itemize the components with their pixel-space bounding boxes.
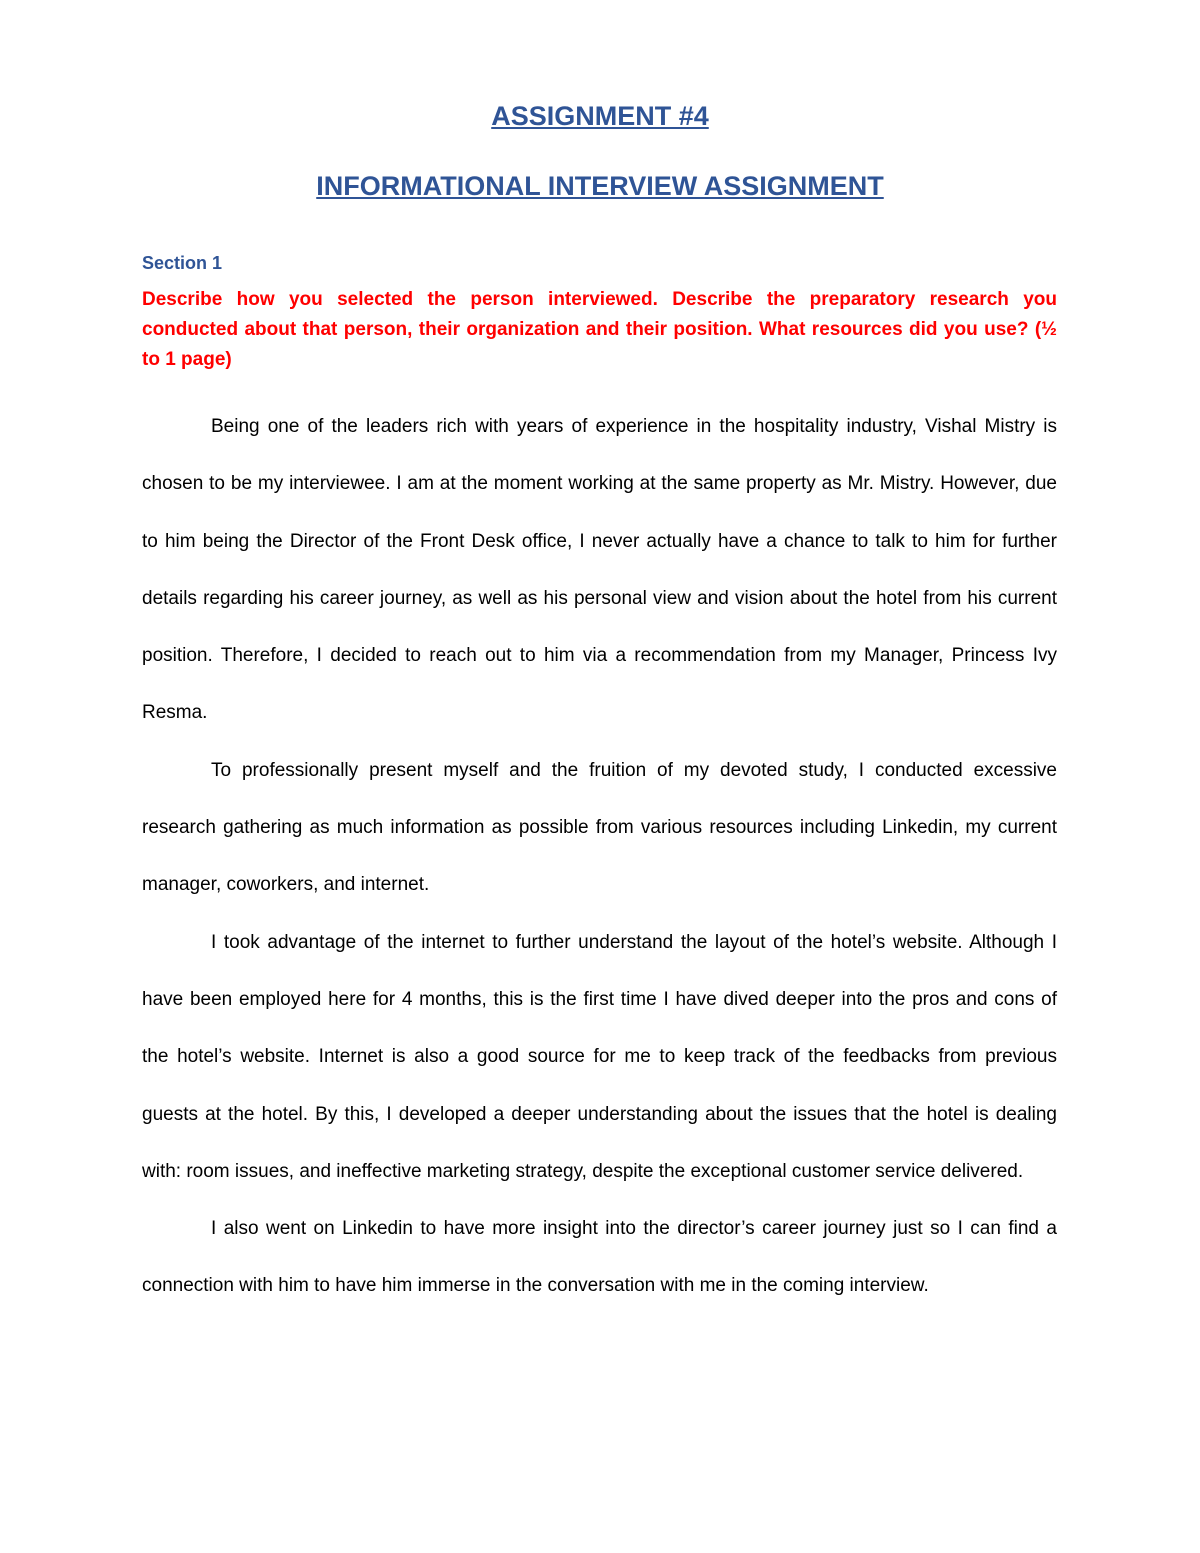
document-title: ASSIGNMENT #4 <box>491 101 709 131</box>
section-label: Section 1 <box>142 253 223 273</box>
section-prompt: Describe how you selected the person interviewed. Describe the preparatory research you conducted about that person, their organization and their position. What resources did you use? (½ to 1 page) <box>142 289 1057 370</box>
body-paragraph: I also went on Linkedin to have more insight into the director’s career journey just so I can find a connection with him to have him immerse in the conversation with me in the coming interview. <box>142 1218 1057 1297</box>
body-paragraph: Being one of the leaders rich with years of experience in the hospitality industry, Vishal Mistry is chosen to be my interviewee. I am at the moment working at the same property as Mr. Mistry. However, due to him being the Director of the Front Desk office, I never actually have a chance to talk to him for further details regarding his career journey, as well as his personal view and vision about the hotel from his current position. Therefore, I decided to reach out to him via a recommendation from my Manager, Princess Ivy Resma. <box>142 416 1057 724</box>
body-paragraph: I took advantage of the internet to further understand the layout of the hotel’s website. Although I have been employed here for 4 months, this is the first time I have dived deeper into the pros and cons of the hotel’s website. Internet is also a good source for me to keep track of the feedbacks from previous guests at the hotel. By this, I developed a deeper understanding about the issues that the hotel is dealing with: room issues, and ineffective marketing strategy, despite the exceptional customer service delivered. <box>142 931 1057 1182</box>
body-paragraph: To professionally present myself and the fruition of my devoted study, I conducted excessive research gathering as much information as possible from various resources including Linkedin, my current manager, coworkers, and internet. <box>142 759 1057 896</box>
document-subtitle: INFORMATIONAL INTERVIEW ASSIGNMENT <box>316 171 884 201</box>
body-text <box>142 398 1057 1315</box>
